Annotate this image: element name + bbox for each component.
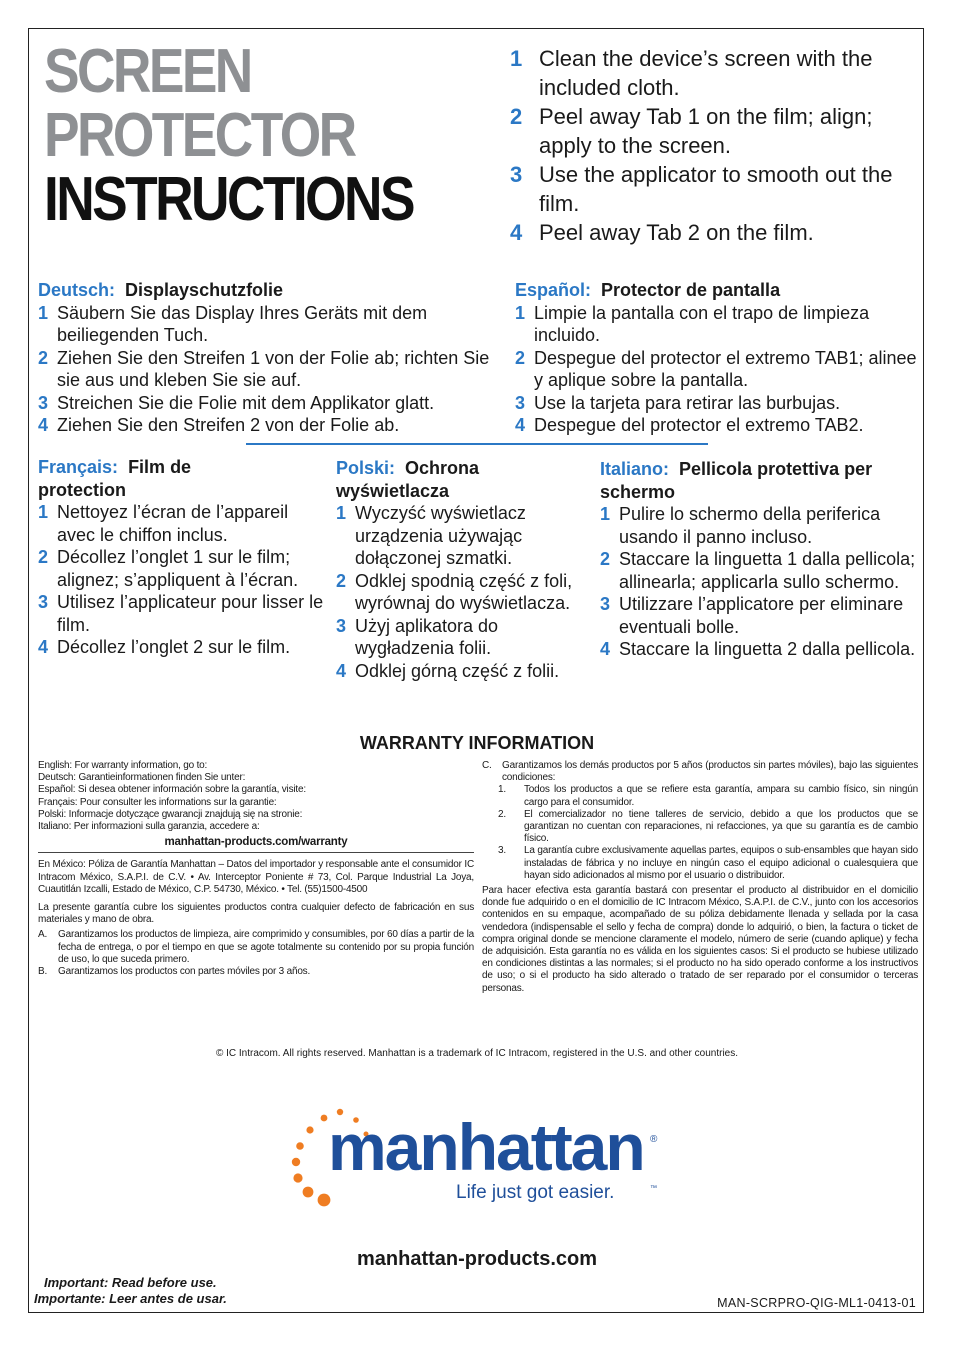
step-text: Décollez l’onglet 1 sur le film; alignez; s’appliquent à l’écran. [57, 547, 299, 590]
step-item [600, 503, 918, 548]
warranty-line: English: For warranty information, go to: [38, 760, 208, 771]
title-line-screen: SCREEN [44, 37, 251, 106]
step-item [336, 615, 591, 660]
item-text: El comercializador no tiene talleres de servicio, debido a que los productos que se garantizan no cuentan con reparaciones, ni refacciones, ya que su garantía es de cambio físico. [524, 808, 918, 845]
section-header [600, 458, 918, 503]
section-italiano [600, 458, 918, 661]
step-number: 3 [510, 162, 523, 187]
step-text: Peel away Tab 2 on the film. [539, 220, 814, 245]
step-text: Despegue del protector el extremo TAB1; alinee y aplique sobre la pantalla. [534, 347, 917, 390]
step-text: Ziehen Sie den Streifen 1 von der Folie ab; richten Sie sie aus und kleben Sie sie auf. [57, 347, 490, 390]
warranty-item [38, 966, 474, 978]
step-text: Peel away Tab 1 on the film; align; apply to the screen. [539, 104, 873, 158]
step-item [336, 660, 591, 683]
step-text: Ziehen Sie den Streifen 2 von der Folie ab. [57, 415, 400, 435]
step-number: 4 [510, 220, 523, 245]
warranty-subitem [482, 809, 918, 846]
language-name: Deutsch: [38, 280, 116, 300]
step-item [38, 414, 498, 437]
warranty-item [38, 929, 474, 966]
step-number: 2 [336, 570, 347, 591]
step-number: 3 [38, 392, 49, 413]
language-name: Français: [38, 457, 119, 477]
item-key: 2. [498, 808, 506, 820]
step-text: Nettoyez l’écran de l’appareil avec le chiffon inclus. [57, 502, 289, 545]
section-header [38, 279, 498, 302]
step-number: 2 [38, 347, 49, 368]
step-text: Limpie la pantalla con el trapo de limpieza incluido. [534, 302, 870, 345]
step-text: Wyczyść wyświetlacz urządzenia używając dołączonej szmatki. [355, 503, 526, 568]
step-item [515, 414, 920, 437]
item-text: Todos los productos a que se refiere esta garantía, ampara su cambio físico, sin ningún cargo para el consumidor. [524, 784, 918, 808]
language-name: Italiano: [600, 459, 670, 479]
logo-wordmark: manhattan [328, 1110, 644, 1184]
step-item [515, 347, 920, 392]
step-text: Use the applicator to smooth out the film. [539, 162, 893, 216]
manhattan-logo [288, 1100, 688, 1210]
warranty-closing: Para hacer efectiva esta garantía bastará con presentar el producto al distribuidor en el domicilio donde fue adquirido o en el domicilio de IC Intracom México, S.A.P.I. de C.V., junto con los accesorios contenidos en su empaque, acompañado de su póliza debidamente llenada y sellada por la casa vendedora (indispensable el sello y fecha de compra) donde lo adquirió, o bien, la factura o ticket de compra original donde se mencione claramente el modelo, número de serie (cuando aplique) y fecha de adquisición. Esta garantía no es válida en los siguientes casos: Si el producto se hubiese utilizado en condiciones distintas a las normales; si el producto no ha sido operado conforme a los instructivos de uso; o si el producto ha sido alterado o tratado de ser reparado por el consumidor o terceras personas. [482, 885, 918, 994]
section-header [38, 456, 248, 501]
logo-registered-mark: ® [650, 1134, 658, 1145]
step-item [510, 218, 910, 247]
step-text: Staccare la linguetta 1 dalla pellicola; allinearla; applicarla sullo schermo. [619, 549, 916, 592]
title-line-instructions: INSTRUCTIONS [44, 165, 413, 234]
step-number: 4 [600, 639, 611, 659]
warranty-line: Français: Pour consulter les informations sur la garantie: [38, 796, 277, 808]
section-header [336, 457, 551, 502]
step-item [510, 44, 910, 102]
section-deutsch [38, 279, 498, 437]
step-number: 2 [510, 104, 523, 129]
language-name: Español: [515, 280, 592, 300]
item-text: La garantía cubre exclusivamente aquellas partes, equipos o sub-ensambles que hayan sido instaladas de fábrica y no incluye en ningún caso el equipo adicional o cualesquiera que hayan sido adicionados al mismo por el usuario o distribuidor. [524, 845, 918, 881]
item-text: Garantizamos los productos de limpieza, aire comprimido y consumibles, por 60 días a partir de la fecha de entrega, o por el tiempo en que se agote totalmente su contenido por su propia función de uso, lo que suceda primero. [58, 929, 474, 965]
warranty-url[interactable]: manhattan-products.com/warranty [164, 836, 348, 849]
step-text: Użyj aplikatora do wygładzenia folii. [355, 615, 499, 658]
section-francais [38, 456, 326, 659]
step-text: Despegue del protector el extremo TAB2. [534, 415, 864, 435]
step-text: Pulire lo schermo della periferica usando il panno incluso. [619, 504, 881, 547]
copyright-notice: © IC Intracom. All rights reserved. Manhattan is a trademark of IC Intracom, registered in the U.S. and other countries. [215, 1048, 739, 1059]
section-divider [246, 443, 708, 445]
step-item [38, 591, 326, 636]
language-name: Polski: [336, 458, 396, 478]
step-item [600, 548, 918, 593]
warranty-line: Italiano: Per informazioni sulla garanzia, accedere a: [38, 821, 260, 833]
step-number: 3 [336, 615, 347, 636]
step-number: 1 [38, 302, 49, 323]
step-text: Streichen Sie die Folie mit dem Applikator glatt. [57, 392, 435, 413]
step-item [510, 102, 910, 160]
step-item [336, 502, 591, 570]
step-item [38, 302, 498, 347]
warranty-line: Polski: Informacje dotyczące gwarancji znajdują się na stronie: [38, 808, 303, 820]
section-title: Film de protection [38, 457, 192, 500]
step-item [38, 501, 326, 546]
item-key: A. [38, 929, 48, 941]
document-code: MAN-SCRPRO-QIG-ML1-0413-01 [717, 1296, 916, 1310]
step-number: 4 [38, 637, 49, 657]
step-text: Utilisez l’applicateur pour lisser le film. [57, 592, 324, 635]
step-text: Utilizzare l’applicatore per eliminare eventuali bolle. [619, 594, 904, 637]
step-number: 1 [38, 502, 49, 522]
step-item [38, 392, 498, 415]
step-text: Staccare la linguetta 2 dalla pellicola. [619, 639, 916, 659]
warranty-subitem [482, 784, 918, 808]
step-text: Odklej górną część z folii. [355, 660, 560, 681]
section-title: Pellicola protettiva per schermo [600, 459, 873, 502]
step-item [38, 546, 326, 591]
step-text: Use la tarjeta para retirar las burbujas. [534, 392, 841, 413]
step-item [600, 593, 918, 638]
english-steps [510, 44, 910, 247]
section-title: Ochrona wyświetlacza [336, 458, 480, 501]
step-number: 1 [336, 503, 347, 523]
step-item [600, 638, 918, 661]
step-number: 4 [336, 660, 347, 681]
step-number: 2 [38, 547, 49, 567]
step-number: 2 [515, 347, 526, 368]
step-number: 4 [38, 415, 49, 435]
step-text: Odklej spodnią część z foli, wyrównaj do wyświetlacza. [355, 570, 573, 613]
step-item [336, 570, 591, 615]
warranty-right-column [482, 760, 918, 998]
step-number: 1 [515, 302, 526, 323]
important-es: Importante: Leer antes de usar. [34, 1290, 227, 1306]
step-text: Clean the device’s screen with the included cloth. [539, 46, 873, 100]
section-title: Displayschutzfolie [125, 280, 284, 300]
step-number: 2 [600, 549, 611, 569]
item-key: 1. [498, 784, 506, 796]
step-item [515, 302, 920, 347]
step-item [38, 636, 326, 659]
coverage-text: La presente garantía cubre los siguientes productos contra cualquier defecto de fabricación en sus materiales y mano de obra. [38, 902, 474, 926]
item-text: Garantizamos los demás productos por 5 años (productos sin partes móviles), bajo las siguientes condiciones: [502, 760, 918, 784]
step-text: Décollez l’onglet 2 sur le film. [57, 637, 291, 657]
section-espanol [515, 279, 920, 437]
website-link[interactable]: manhattan-products.com [356, 1248, 598, 1270]
section-title: Protector de pantalla [601, 280, 781, 300]
important-notice [34, 1275, 227, 1306]
important-en: Important: Read before use. [44, 1275, 217, 1290]
step-text: Säubern Sie das Display Ihres Geräts mit dem beiliegenden Tuch. [57, 302, 428, 345]
title-line-protector: PROTECTOR [44, 101, 355, 170]
page-title [44, 37, 413, 234]
step-number: 1 [600, 504, 611, 524]
warranty-line: Español: Si desea obtener información sobre la garantía, visite: [38, 784, 306, 796]
step-number: 1 [510, 46, 523, 71]
logo-tagline: Life just got easier. [456, 1182, 615, 1203]
step-number: 3 [515, 392, 526, 413]
section-polski [336, 457, 591, 682]
item-key: 3. [498, 845, 506, 857]
item-text: Garantizamos los productos con partes móviles por 3 años. [58, 966, 311, 978]
warranty-line: Deutsch: Garantieinformationen finden Sie unter: [38, 772, 246, 784]
item-key: B. [38, 966, 48, 978]
warranty-subitem [482, 845, 918, 882]
section-header [515, 279, 920, 302]
step-number: 3 [38, 592, 49, 612]
step-item [38, 347, 498, 392]
logo-trademark: ™ [650, 1185, 657, 1192]
warranty-rule [38, 852, 474, 853]
warranty-left-column [38, 760, 474, 978]
step-number: 3 [600, 594, 611, 614]
step-item [510, 160, 910, 218]
warranty-item [482, 760, 918, 784]
mexico-importer: En México: Póliza de Garantía Manhattan – Datos del importador y responsable ante el consumidor IC Intracom México, S.A.P.I. de C.V. • Av. Interceptor Poniente # 73, Col. Parque Industrial La Joya, Cuautitlán Izcalli, Estado de México, C.P. 54730, México. • Tel. (55)1500-4500 [38, 859, 474, 895]
warranty-title: WARRANTY INFORMATION [359, 733, 595, 753]
item-key: C. [482, 760, 492, 771]
step-number: 4 [515, 415, 526, 435]
step-item [515, 392, 920, 415]
